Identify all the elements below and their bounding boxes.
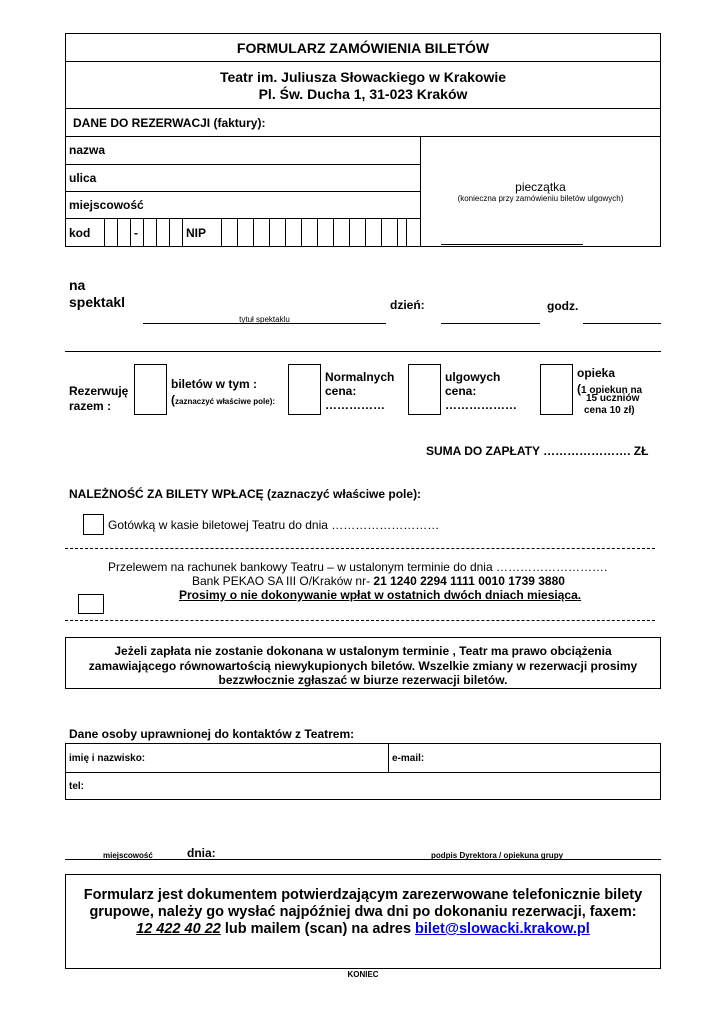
payment-dashed-divider-2 [65, 620, 655, 621]
guardian-note-line2: 15 uczniów [586, 393, 640, 404]
theatre-address: Pl. Św. Ducha 1, 31-023 Kraków [258, 86, 468, 102]
signature-date-label: dnia: [187, 846, 216, 860]
performance-label-line1: na [69, 277, 86, 293]
guardian-label: opieka [577, 366, 616, 380]
hour-line [583, 323, 661, 324]
stamp-note: (konieczna przy zamówieniu biletów ulgowych) [457, 194, 624, 203]
reserve-label-line2: razem : [69, 399, 112, 413]
payment-title: NALEŻNOŚĆ ZA BILETY WPŁACĘ (zaznaczyć właściwe pole): [69, 487, 422, 501]
postcode-cell-divider [182, 218, 183, 247]
transfer-checkbox[interactable] [78, 594, 104, 614]
day-label: dzień: [390, 298, 425, 312]
bank-account-number: 21 1240 2294 1111 0010 1739 3880 [373, 574, 565, 588]
guardian-tickets-box[interactable] [540, 364, 573, 415]
contact-phone-field[interactable] [90, 773, 660, 799]
transfer-option-text: Przelewem na rachunek bankowy Teatru – w ustalonym terminie do dnia ………………………. [108, 560, 608, 574]
normal-tickets-label: Normalnych [325, 370, 395, 384]
reduced-tickets-box[interactable] [408, 364, 441, 415]
city-field[interactable] [150, 192, 416, 217]
footer-email-link[interactable]: bilet@slowacki.krakow.pl [415, 921, 590, 937]
performance-title-caption: tytuł spektaklu [239, 315, 290, 324]
name-field-label: nazwa [69, 143, 106, 157]
reduced-price-label: cena: [445, 384, 477, 398]
header-divider [65, 61, 661, 62]
guardian-note-text1: 1 opiekun na [581, 385, 643, 396]
postcode-dash: - [134, 226, 138, 240]
reduced-price-dots: ……………… [445, 398, 517, 412]
contact-name-field[interactable] [150, 744, 386, 771]
tickets-note [171, 391, 275, 409]
cash-checkbox[interactable] [83, 514, 104, 535]
warning-line2: zamawiającego równowartością niewykupionych biletów. Wszelkie zmiany w rezerwacji prosimy [88, 659, 638, 673]
normal-price-dots: …………… [325, 398, 385, 412]
reserve-label-line1: Rezerwuję [69, 384, 129, 398]
postcode-field[interactable] [104, 219, 182, 246]
bank-prefix: Bank PEKAO SA III O/Kraków nr- [192, 574, 374, 588]
signature-place-label: miejscowość [103, 851, 153, 860]
street-field[interactable] [110, 165, 416, 190]
total-to-pay: SUMA DO ZAPŁATY …………………. ZŁ [426, 444, 649, 458]
hour-label: godz. [547, 299, 579, 313]
nip-field[interactable] [221, 219, 406, 246]
booking-section-title: DANE DO REZERWACJI (faktury): [73, 116, 266, 130]
payment-dashed-divider [65, 548, 655, 549]
total-tickets-box[interactable] [134, 364, 167, 415]
theatre-name: Teatr im. Juliusza Słowackiego w Krakowie [219, 69, 507, 85]
guardian-note-paren: ( [577, 382, 581, 396]
cash-option-text: Gotówką w kasie biletowej Teatru do dnia ……………………… [108, 518, 440, 532]
footer-middle-text: lub mailem (scan) na adres [220, 921, 416, 937]
hour-field[interactable] [583, 302, 661, 322]
form-title: FORMULARZ ZAMÓWIENIA BILETÓW [236, 40, 490, 56]
contact-phone-label: tel: [69, 781, 84, 792]
section-divider [65, 351, 661, 352]
footer-line2: grupowe, należy go wysłać najpóźniej dwa dni po dokonaniu rezerwacji, faxem: [89, 904, 637, 920]
normal-tickets-box[interactable] [288, 364, 321, 415]
footer-fax-number: 12 422 40 22 [136, 921, 221, 937]
contact-col-divider [388, 743, 389, 772]
contact-title: Dane osoby uprawnionej do kontaktów z Teatrem: [69, 727, 355, 741]
guardian-note-line3: cena 10 zł) [584, 405, 635, 416]
warning-line3: bezzwłocznie zgłaszać w biurze rezerwacji biletów. [218, 673, 508, 687]
stamp-line [441, 244, 583, 245]
contact-email-label: e-mail: [392, 753, 425, 764]
day-field[interactable] [441, 302, 540, 322]
signature-sign-label: podpis Dyrektora / opiekuna grupy [431, 851, 564, 860]
contact-name-label: imię i nazwisko: [69, 753, 146, 764]
contact-email-field[interactable] [430, 744, 660, 771]
nip-field-label: NIP [186, 226, 207, 240]
street-field-label: ulica [69, 171, 97, 185]
city-field-label: miejscowość [69, 198, 144, 212]
normal-price-label: cena: [325, 384, 357, 398]
postcode-field-label: kod [69, 226, 91, 240]
payment-notice: Prosimy o nie dokonywanie wpłat w ostatnich dwóch dniach miesiąca. [179, 588, 582, 602]
warning-line1: Jeżeli zapłata nie zostanie dokonana w ustalonym terminie , Teatr ma prawo obciążenia [114, 644, 612, 658]
name-field[interactable] [110, 137, 416, 163]
footer-line1: Formularz jest dokumentem potwierdzającym zarezerwowane telefonicznie bilety [83, 887, 643, 903]
tickets-note-paren: ( [171, 393, 175, 407]
stamp-label: pieczątka [515, 180, 566, 194]
bank-account-line [192, 574, 565, 588]
nip-cell-divider [406, 218, 407, 247]
reduced-tickets-label: ulgowych [445, 370, 501, 384]
day-line [441, 323, 540, 324]
header-divider-2 [65, 108, 661, 109]
tickets-label: biletów w tym : [171, 377, 258, 391]
performance-label-line2: spektakl [69, 294, 126, 310]
tickets-note-text: zaznaczyć właściwe pole): [175, 397, 276, 406]
signature-line [65, 859, 661, 860]
footer-line3 [65, 921, 661, 937]
end-label: KONIEC [347, 970, 379, 979]
